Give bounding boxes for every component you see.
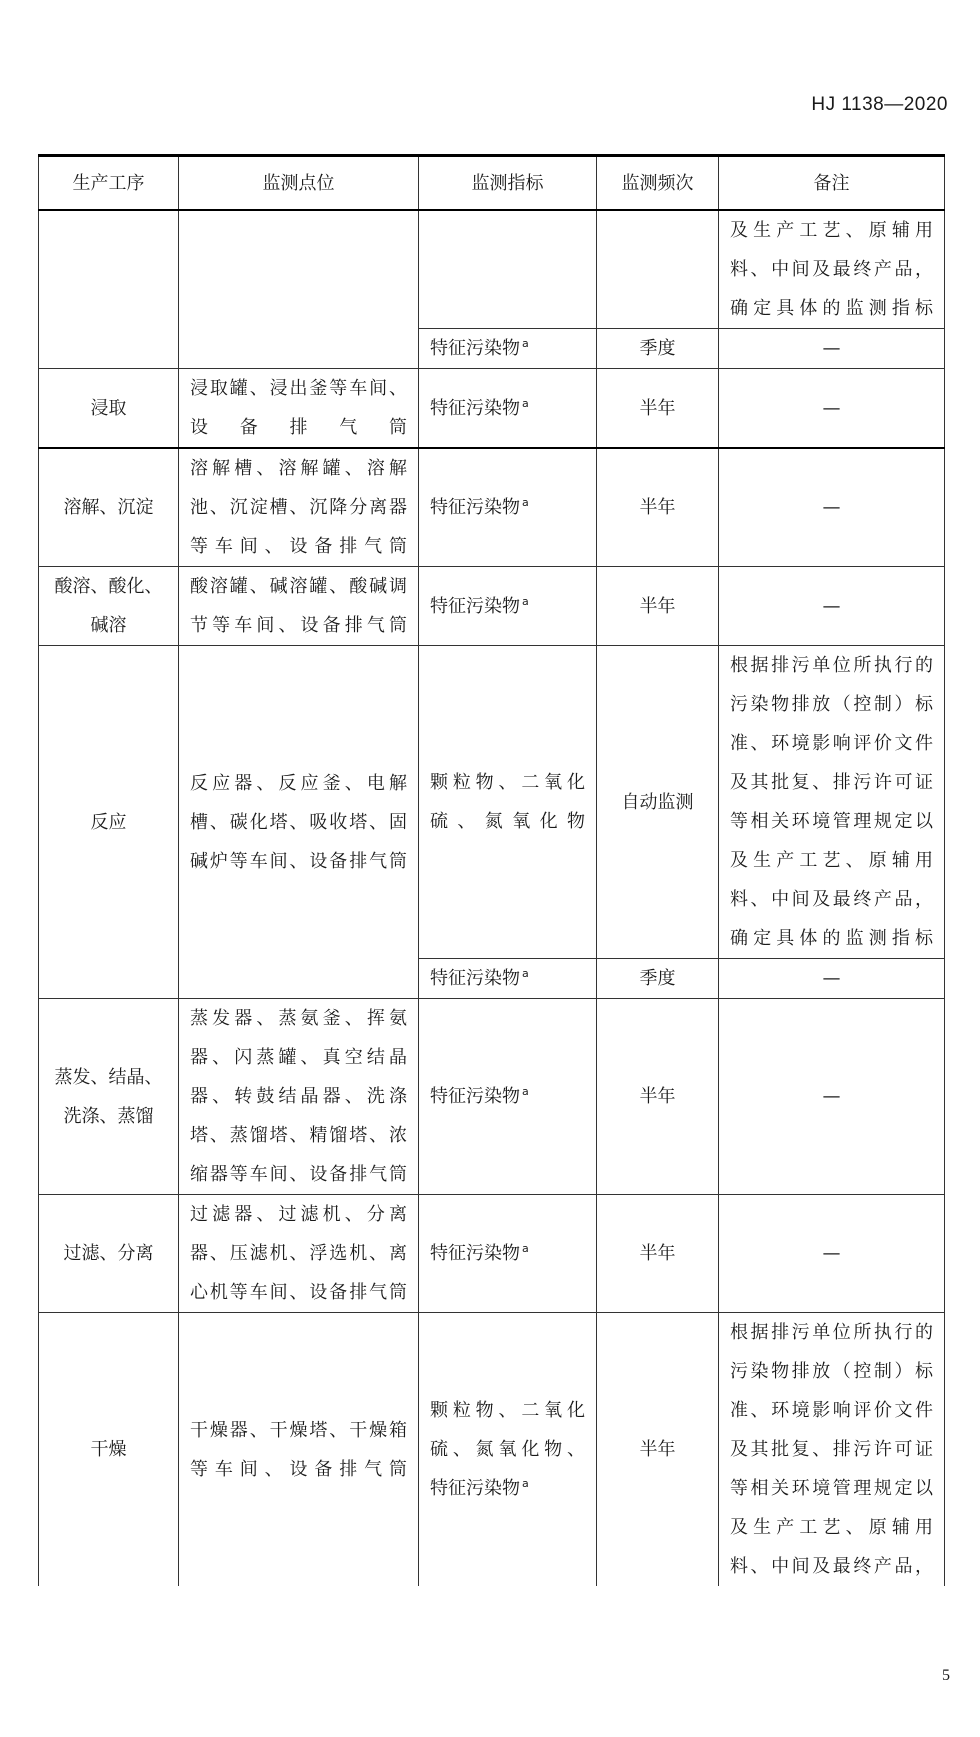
table-row (39, 1313, 945, 1587)
cell-point: 浸取罐、浸出釜等车间、 设备排气筒 (179, 369, 419, 449)
document-code: HJ 1138—2020 (811, 94, 948, 115)
cell-point: 蒸发器、蒸氨釜、挥氨 器、闪蒸罐、真空结晶 器、转鼓结晶器、洗涤 塔、蒸馏塔、精馏塔、浓 缩器等车间、设备排气筒 (179, 999, 419, 1195)
page-number: 5 (942, 1667, 950, 1684)
cell-indicator: 特征污染物 $^a$ (419, 999, 597, 1195)
cell-point (179, 210, 419, 369)
cell-point: 过滤器、过滤机、分离 器、压滤机、浮选机、离 心机等车间、设备排气筒 (179, 1195, 419, 1313)
cell-frequency: 半年 (597, 1195, 719, 1313)
cell-frequency: 季度 (597, 959, 719, 999)
cell-note: — (719, 1195, 945, 1313)
cell-point: 溶解槽、溶解罐、溶解 池、沉淀槽、沉降分离器 等车间、设备排气筒 (179, 448, 419, 567)
cell-note: 根据排污单位所执行的 污染物排放（控制）标 准、环境影响评价文件 及其批复、排污许可证 等相关环境管理规定以 及生产工艺、原辅用 料、中间及最终产品， 确定具体的监测指标 (719, 646, 945, 959)
cell-process: 溶解、沉淀 (39, 448, 179, 567)
cell-note: — (719, 567, 945, 646)
cell-frequency: 半年 (597, 567, 719, 646)
table-row (39, 1195, 945, 1313)
table-row (39, 210, 945, 329)
cell-point: 酸溶罐、碱溶罐、酸碱调 节等车间、设备排气筒 (179, 567, 419, 646)
monitoring-table (38, 154, 945, 1586)
cell-point: 干燥器、干燥塔、干燥箱 等车间、设备排气筒 (179, 1313, 419, 1587)
cell-process (39, 210, 179, 369)
cell-indicator: 特征污染物 $^a$ (419, 1195, 597, 1313)
cell-note: — (719, 959, 945, 999)
cell-process: 酸溶、酸化、 碱溶 (39, 567, 179, 646)
cell-indicator (419, 210, 597, 329)
cell-process: 过滤、分离 (39, 1195, 179, 1313)
header-process: 生产工序 (39, 156, 179, 211)
cell-indicator: 颗粒物、二氧化 硫、氮氧化物 (419, 646, 597, 959)
cell-note: — (719, 999, 945, 1195)
cell-note: 及生产工艺、原辅用 料、中间及最终产品， 确定具体的监测指标 (719, 210, 945, 329)
header-indicator: 监测指标 (419, 156, 597, 211)
cell-frequency: 半年 (597, 448, 719, 567)
cell-process: 蒸发、结晶、 洗涤、蒸馏 (39, 999, 179, 1195)
header-note: 备注 (719, 156, 945, 211)
cell-note: — (719, 329, 945, 369)
cell-frequency: 半年 (597, 1313, 719, 1587)
cell-process: 浸取 (39, 369, 179, 449)
cell-frequency (597, 210, 719, 329)
cell-indicator: 特征污染物 $^a$ (419, 959, 597, 999)
table-row (39, 448, 945, 567)
cell-indicator: 特征污染物 $^a$ (419, 329, 597, 369)
cell-indicator: 特征污染物 $^a$ (419, 567, 597, 646)
table-row (39, 646, 945, 959)
cell-note: 根据排污单位所执行的 污染物排放（控制）标 准、环境影响评价文件 及其批复、排污许可证 等相关环境管理规定以 及生产工艺、原辅用 料、中间及最终产品， (719, 1313, 945, 1587)
cell-frequency: 自动监测 (597, 646, 719, 959)
cell-frequency: 季度 (597, 329, 719, 369)
table-header-row (39, 156, 945, 211)
cell-indicator: 特征污染物 $^a$ (419, 448, 597, 567)
table-row (39, 567, 945, 646)
header-frequency: 监测频次 (597, 156, 719, 211)
cell-indicator: 特征污染物 $^a$ (419, 369, 597, 449)
cell-note: — (719, 369, 945, 449)
cell-process: 反应 (39, 646, 179, 999)
cell-frequency: 半年 (597, 999, 719, 1195)
header-point: 监测点位 (179, 156, 419, 211)
table-row (39, 369, 945, 449)
cell-indicator: 颗粒物、二氧化 硫、氮氧化物、 特征污染物 $^a$ (419, 1313, 597, 1587)
cell-note: — (719, 448, 945, 567)
cell-point: 反应器、反应釜、电解 槽、碳化塔、吸收塔、固 碱炉等车间、设备排气筒 (179, 646, 419, 999)
cell-process: 干燥 (39, 1313, 179, 1587)
table-row (39, 999, 945, 1195)
cell-frequency: 半年 (597, 369, 719, 449)
